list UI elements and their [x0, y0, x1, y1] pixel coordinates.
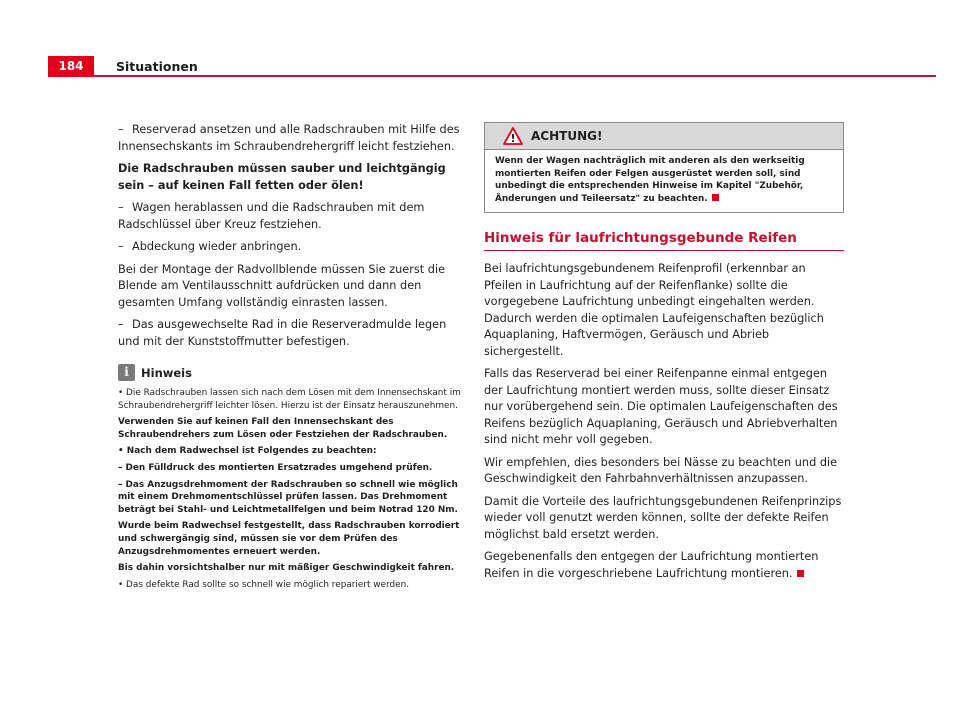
info-icon: i: [118, 364, 135, 381]
stop-square-icon: [797, 570, 804, 577]
body-paragraph: Gegebenenfalls den entgegen der Laufrichtung montierten Reifen in die vorgeschriebene Laufrichtung montieren.: [484, 550, 819, 580]
note-heading: [118, 364, 464, 381]
warning-body: [485, 150, 843, 212]
body-paragraph: Wir empfehlen, dies besonders bei Nässe zu beachten und die Geschwindigkeit den Fahrbahnverhältnissen anzupassen.: [484, 455, 838, 486]
body-paragraph: Bei der Montage der Radvollblende müssen Sie zuerst die Blende am Ventilausschnitt aufdrücken und dann den gesamten Umfang vollständig einrasten lassen.: [118, 262, 446, 309]
section-title: Situationen: [116, 59, 198, 74]
step-paragraph: – Wagen herablassen und die Radschrauben mit dem Radschlüssel über Kreuz festziehen.: [118, 201, 425, 231]
step-paragraph: – Abdeckung wieder anbringen.: [118, 239, 464, 256]
right-column: [484, 122, 844, 588]
note-paragraph: • Das defekte Rad sollte so schnell wie möglich repariert werden.: [118, 579, 410, 590]
warning-text: Wenn der Wagen nachträglich mit anderen als den werkseitig montierten Reifen oder Felgen ausgerüstet werden soll, sind unbedingt die entsprechenden Hinweise im Kapitel "Zubehör, Änderungen und Teileersatz" zu beachten.: [495, 156, 805, 204]
body-paragraph: Falls das Reserverad bei einer Reifenpanne einmal entgegen der Laufrichtung montiert werden muss, sollte dieser Einsatz nur vorübergehend sein. Die optimalen Laufeigenschaften des Reifens bezüglich Aquaplaning, Geräusch und Abriebverhalten sind nicht mehr voll gegeben.: [484, 367, 838, 447]
step-paragraph: – Das ausgewechselte Rad in die Reserveradmulde legen und mit der Kunststoffmutter befestigen.: [118, 318, 447, 348]
body-paragraph: Bei laufrichtungsgebundenem Reifenprofil (erkennbar an Pfeilen in Laufrichtung auf der Reifenflanke) sollte die vorgegebene Laufrichtung unbedingt eingehalten werden. Dadurch werden die optimalen Laufeigenschaften bezüglich Aquaplaning, Haftvermögen, Geräusch und Abrieb sichergestellt.: [484, 262, 824, 358]
dash-marker: –: [118, 318, 124, 331]
note-paragraph: Wurde beim Radwechsel festgestellt, dass Radschrauben korrodiert und schwergängig sind, müssen sie vor dem Prüfen des Anzugsdrehmomentes erneuert werden.: [118, 521, 460, 557]
header-rule: [48, 75, 936, 77]
step-paragraph: – Reserverad ansetzen und alle Radschrauben mit Hilfe des Innensechskants im Schraubendrehergriff leicht festziehen.: [118, 123, 460, 153]
note-title: Hinweis: [141, 365, 192, 380]
warning-glyph: !: [510, 132, 516, 145]
warning-triangle-icon: [503, 127, 523, 145]
dash-marker: –: [118, 240, 124, 253]
emphasis-paragraph: Die Radschrauben müssen sauber und leichtgängig sein – auf keinen Fall fetten oder ölen!: [118, 162, 446, 192]
note-paragraph: – Den Fülldruck des montierten Ersatzrades umgehend prüfen.: [118, 462, 433, 473]
dash-marker: –: [118, 123, 124, 136]
right-text-block: [484, 261, 844, 582]
note-paragraph: – Das Anzugsdrehmoment der Radschrauben so schnell wie möglich mit einem Drehmomentschlüssel prüfen lassen. Das Drehmoment beträgt bei Stahl- und Leichtmetallfelgen und beim Notrad 120 Nm.: [118, 479, 458, 515]
body-paragraph: Damit die Vorteile des laufrichtungsgebundenen Reifenprinzips wieder voll genutzt werden können, sollte der defekte Reifen möglichst bald ersetzt werden.: [484, 494, 842, 541]
dash-marker: –: [118, 201, 124, 214]
page-number: 184: [48, 56, 94, 77]
section-heading: Hinweis für laufrichtungsgebunde Reifen: [484, 230, 844, 251]
note-paragraph: Verwenden Sie auf keinen Fall den Innensechskant des Schraubendrehers zum Lösen oder Festziehen der Radschrauben.: [118, 417, 448, 440]
stop-square-icon: [712, 194, 719, 201]
left-column: [118, 122, 464, 595]
note-paragraph: • Die Radschrauben lassen sich nach dem Lösen mit dem Innensechskant im Schraubendrehergriff leichter lösen. Hierzu ist der Einsatz herauszunehmen.: [118, 388, 461, 411]
note-paragraph: Bis dahin vorsichtshalber nur mit mäßiger Geschwindigkeit fahren.: [118, 563, 455, 574]
warning-box: [484, 122, 844, 213]
warning-title: ACHTUNG!: [531, 129, 603, 143]
warning-header: [485, 123, 843, 150]
note-paragraph: • Nach dem Radwechsel ist Folgendes zu beachten:: [118, 446, 377, 457]
